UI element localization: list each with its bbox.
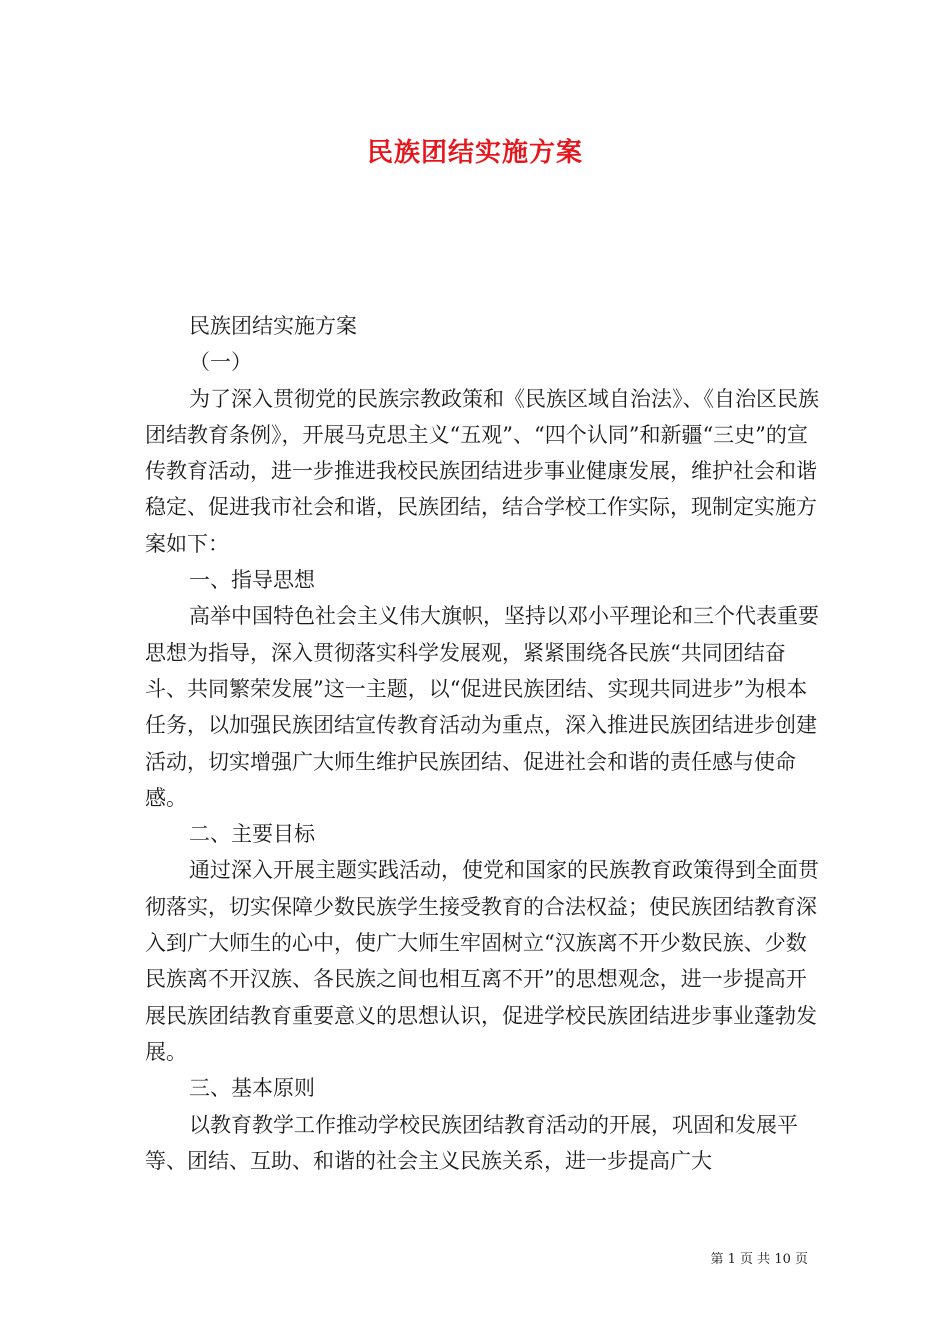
guiding-ideology-paragraph: 高举中国特色社会主义伟大旗帜，坚持以邓小平理论和三个代表重要思想为指导，深入贯彻落实科学发展观，紧紧围绕各民族“共同团结奋斗、共同繁荣发展”这一主题，以“促进民族团结、实现共同进步”为根本任务，以加强民族团结宣传教育活动为重点，深入推进民族团结进步创建活动，切实增强广大师生维护民族团结、促进社会和谐的责任感与使命感。 <box>145 604 819 810</box>
section-heading-guiding-ideology: 一、指导思想 <box>189 568 315 593</box>
section-heading-basic-principles: 三、基本原则 <box>189 1076 315 1101</box>
basic-principles-paragraph: 以教育教学工作推动学校民族团结教育活动的开展，巩固和发展平等、团结、互助、和谐的社会主义民族关系，进一步提高广大 <box>145 1112 798 1173</box>
page-number-footer: 第 1 页 共 10 页 <box>710 1252 808 1267</box>
body-heading: 民族团结实施方案 <box>189 314 357 338</box>
intro-paragraph: 为了深入贯彻党的民族宗教政策和《民族区域自治法》、《自治区民族团结教育条例》，开展马克思主义“五观”、“四个认同”和新疆“三史”的宣传教育活动，进一步推进我校民族团结进步事业健康发展，维护社会和谐稳定、促进我市社会和谐，民族团结，结合学校工作实际，现制定实施方案如下： <box>145 386 819 556</box>
section-heading-main-goals: 二、主要目标 <box>189 822 315 847</box>
section-number: （一） <box>189 350 252 375</box>
document-body <box>145 308 825 1179</box>
document-title: 民族团结实施方案 <box>366 138 583 168</box>
main-goals-paragraph: 通过深入开展主题实践活动，使党和国家的民族教育政策得到全面贯彻落实，切实保障少数民族学生接受教育的合法权益；使民族团结教育深入到广大师生的心中，使广大师生牢固树立“汉族离不开少数民族、少数民族离不开汉族、各民族之间也相互离不开”的思想观念，进一步提高开展民族团结教育重要意义的思想认识，促进学校民族团结进步事业蓬勃发展。 <box>145 858 819 1064</box>
